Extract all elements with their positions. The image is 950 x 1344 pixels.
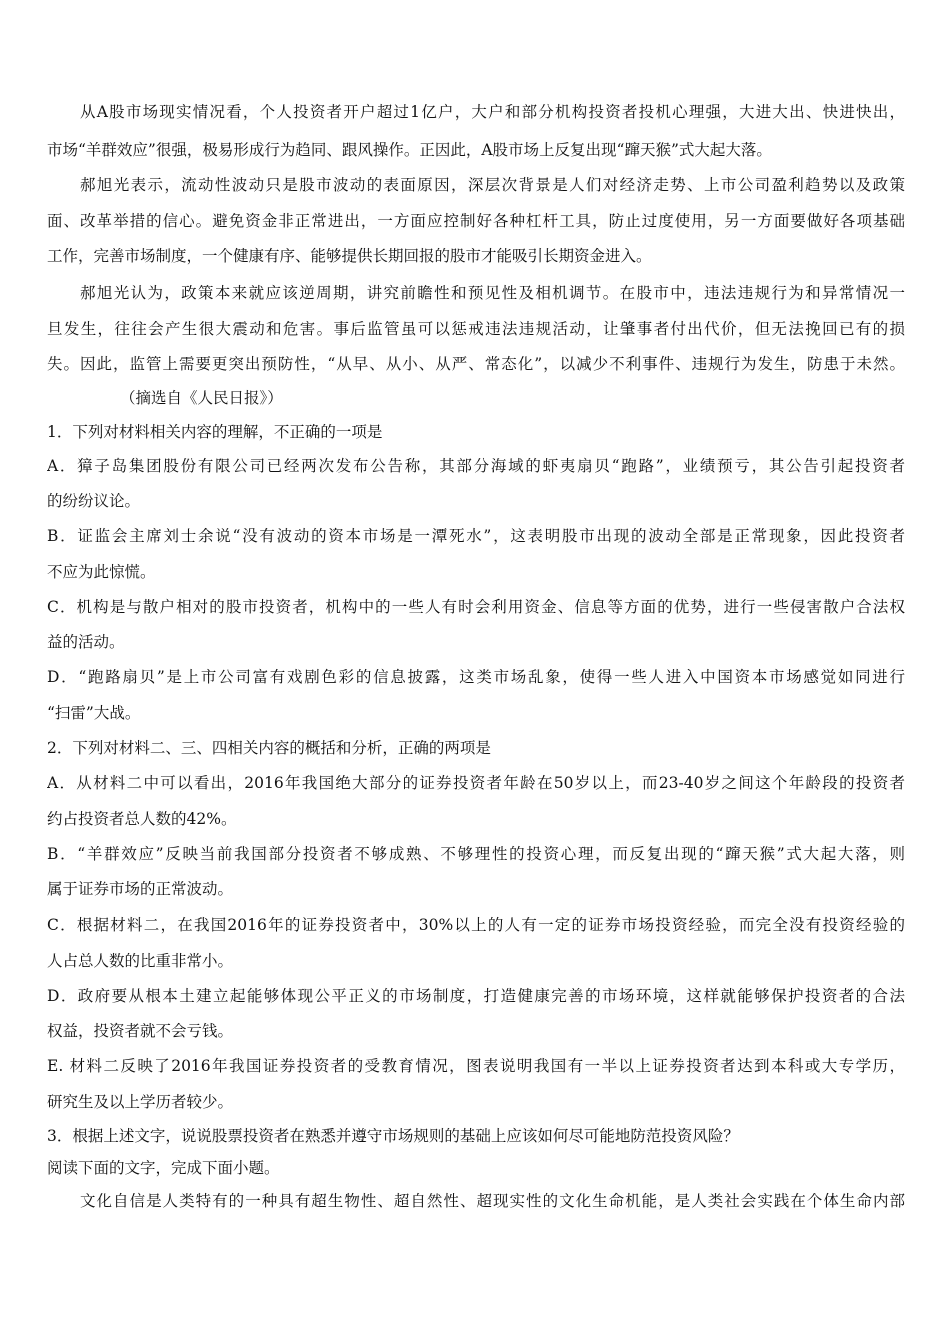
passage-p2-line-2: 面、改革举措的信心。避免资金非正常进出，一方面应控制好各种杠杆工具，防止过度使用，另一方面要做好各项基础 <box>47 212 905 230</box>
q1-option-c-line-1: C．机构是与散户相对的股市投资者，机构中的一些人有时会利用资金、信息等方面的优势，进行一些侵害散户合法权 <box>47 598 905 616</box>
q1-option-a-line-2: 的纷纷议论。 <box>47 492 141 510</box>
q2-option-a-line-2: 约占投资者总人数的42%。 <box>47 810 237 828</box>
passage-source: （摘选自《人民日报》） <box>120 389 283 407</box>
q2-option-d-line-1: D．政府要从根本土建立起能够体现公平正义的市场制度，打造健康完善的市场环境，这样就能够保护投资者的合法 <box>47 987 905 1005</box>
q2-option-e-line-2: 研究生及以上学历者较少。 <box>47 1093 234 1111</box>
q2-option-b-line-2: 属于证券市场的正常波动。 <box>47 880 234 898</box>
passage-p1-line-1: 从A股市场现实情况看，个人投资者开户超过1亿户，大户和部分机构投资者投机心理强，大进大出、快进快出， <box>80 103 905 121</box>
q2-option-a-line-1: A．从材料二中可以看出，2016年我国绝大部分的证券投资者年龄在50岁以上，而23-40岁之间这个年龄段的投资者 <box>47 774 905 792</box>
q2-option-d-line-2: 权益，投资者就不会亏钱。 <box>47 1022 234 1040</box>
q2-option-c-line-1: C．根据材料二，在我国2016年的证券投资者中，30%以上的人有一定的证券市场投资经验，而完全没有投资经验的 <box>47 916 905 934</box>
passage-p3-line-1: 郝旭光认为，政策本来就应该逆周期，讲究前瞻性和预见性及相机调节。在股市中，违法违规行为和异常情况一 <box>80 284 905 302</box>
next-passage-line-1: 文化自信是人类特有的一种具有超生物性、超自然性、超现实性的文化生命机能，是人类社会实践在个体生命内部 <box>80 1192 905 1210</box>
passage-p3-line-2: 旦发生，往往会产生很大震动和危害。事后监管虽可以惩戒违法违规活动，让肇事者付出代价，但无法挽回已有的损 <box>47 320 905 338</box>
passage-p2-line-3: 工作，完善市场制度，一个健康有序、能够提供长期回报的股市才能吸引长期资金进入。 <box>47 247 652 265</box>
q1-option-d-line-1: D．“跑路扇贝”是上市公司富有戏剧色彩的信息披露，这类市场乱象，使得一些人进入中国资本市场感觉如同进行 <box>47 668 905 686</box>
q2-option-b-line-1: B．“羊群效应”反映当前我国部分投资者不够成熟、不够理性的投资心理，而反复出现的“蹿天猴”式大起大落，则 <box>47 845 905 863</box>
q2-option-e-line-1: E. 材料二反映了2016年我国证券投资者的受教育情况，图表说明我国有一半以上证券投资者达到本科或大专学历， <box>47 1057 905 1075</box>
next-instruction: 阅读下面的文字，完成下面小题。 <box>47 1159 280 1177</box>
passage-p1-line-2: 市场“羊群效应”很强，极易形成行为趋同、跟风操作。正因此，A股市场上反复出现“蹿天猴”式大起大落。 <box>47 141 772 159</box>
passage-p3-line-3: 失。因此，监管上需要更突出预防性，“从早、从小、从严、常态化”，以减少不利事件、违规行为发生，防患于未然。 <box>47 355 905 373</box>
q1-option-a-line-1: A．獐子岛集团股份有限公司已经两次发布公告称，其部分海域的虾夷扇贝“跑路”，业绩预亏，其公告引起投资者 <box>47 457 905 475</box>
q1-option-c-line-2: 益的活动。 <box>47 633 125 651</box>
q2-option-c-line-2: 人占总人数的比重非常小。 <box>47 952 234 970</box>
q1-option-b-line-2: 不应为此惊慌。 <box>47 563 156 581</box>
q1-option-d-line-2: “扫雷”大战。 <box>47 704 141 722</box>
q2-stem: 2．下列对材料二、三、四相关内容的概括和分析，正确的两项是 <box>47 739 491 757</box>
q3-stem: 3．根据上述文字，说说股票投资者在熟悉并遵守市场规则的基础上应该如何尽可能地防范投资风险？ <box>47 1127 739 1145</box>
q1-stem: 1．下列对材料相关内容的理解，不正确的一项是 <box>47 423 383 441</box>
passage-p2-line-1: 郝旭光表示，流动性波动只是股市波动的表面原因，深层次背景是人们对经济走势、上市公司盈利趋势以及政策 <box>80 176 905 194</box>
q1-option-b-line-1: B．证监会主席刘士余说“没有波动的资本市场是一潭死水”，这表明股市出现的波动全部是正常现象，因此投资者 <box>47 527 905 545</box>
